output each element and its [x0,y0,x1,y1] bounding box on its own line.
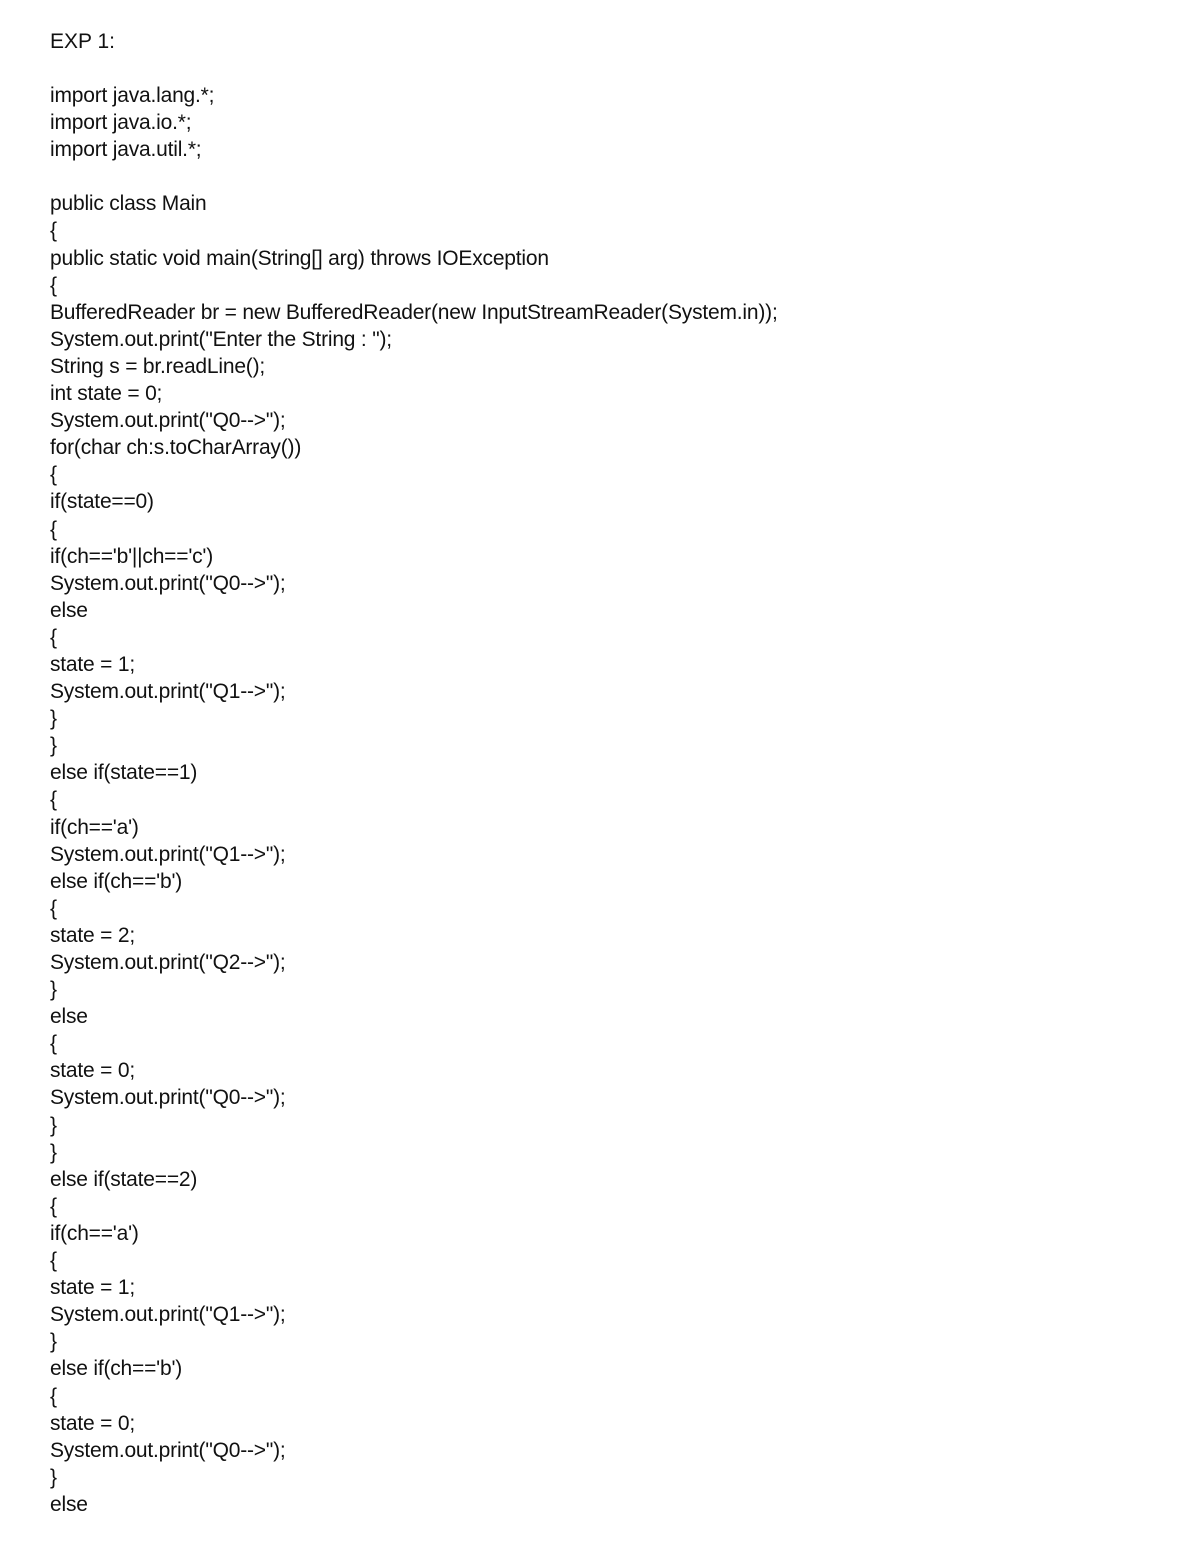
code-line: else [50,1492,88,1516]
code-line: for(char ch:s.toCharArray()) [50,436,302,460]
code-line: System.out.print("Q0-->"); [50,1086,286,1110]
experiment-heading: EXP 1: [50,30,115,53]
code-line: } [50,978,57,1002]
code-line: { [50,625,57,649]
code-line: System.out.print("Q0-->"); [50,409,286,433]
code-line: { [50,788,57,812]
blank-line [50,163,1170,190]
code-listing [50,82,1170,1518]
code-line: { [50,1384,57,1408]
code-line: if(ch=='a') [50,1221,139,1245]
code-line: else [50,598,88,622]
code-line: import java.io.*; [50,111,192,135]
code-line: else if(ch=='b') [50,869,183,893]
code-line: } [50,1465,57,1489]
code-line: { [50,463,57,487]
code-line: { [50,1249,57,1273]
code-line: int state = 0; [50,382,163,406]
code-line: state = 0; [50,1059,135,1083]
code-line: public static void main(String[] arg) throws IOException [50,246,549,270]
code-line: { [50,517,57,541]
code-line: state = 2; [50,923,135,947]
code-line: else if(ch=='b') [50,1357,183,1381]
code-line: import java.lang.*; [50,84,215,107]
code-line: } [50,1113,57,1137]
code-line: } [50,1330,57,1354]
code-line: } [50,707,57,731]
code-line: BufferedReader br = new BufferedReader(new InputStreamReader(System.in)); [50,300,778,324]
code-line: if(ch=='b'||ch=='c') [50,544,214,568]
code-line: else [50,1005,88,1029]
code-line: state = 1; [50,652,135,676]
code-line: } [50,734,57,758]
code-line: } [50,1140,57,1164]
code-line: System.out.print("Q2-->"); [50,951,286,974]
code-line: System.out.print("Q1-->"); [50,842,286,866]
code-line: String s = br.readLine(); [50,354,266,378]
code-line: { [50,219,57,243]
code-line: state = 1; [50,1276,135,1300]
code-line: state = 0; [50,1411,135,1435]
code-line: { [50,1032,57,1056]
code-line: System.out.print("Q1-->"); [50,680,286,704]
code-line: public class Main [50,192,207,216]
code-line: { [50,273,57,297]
code-line: System.out.print("Q0-->"); [50,571,286,595]
code-line: System.out.print("Q0-->"); [50,1438,286,1462]
code-line: else if(state==1) [50,761,198,785]
code-line: if(ch=='a') [50,815,139,839]
code-line: System.out.print("Enter the String : "); [50,327,392,351]
code-line: if(state==0) [50,490,154,514]
code-line: System.out.print("Q1-->"); [50,1303,286,1327]
code-line: else if(state==2) [50,1167,198,1191]
code-line: { [50,1194,57,1218]
code-line: import java.util.*; [50,138,202,162]
code-line: { [50,896,57,920]
